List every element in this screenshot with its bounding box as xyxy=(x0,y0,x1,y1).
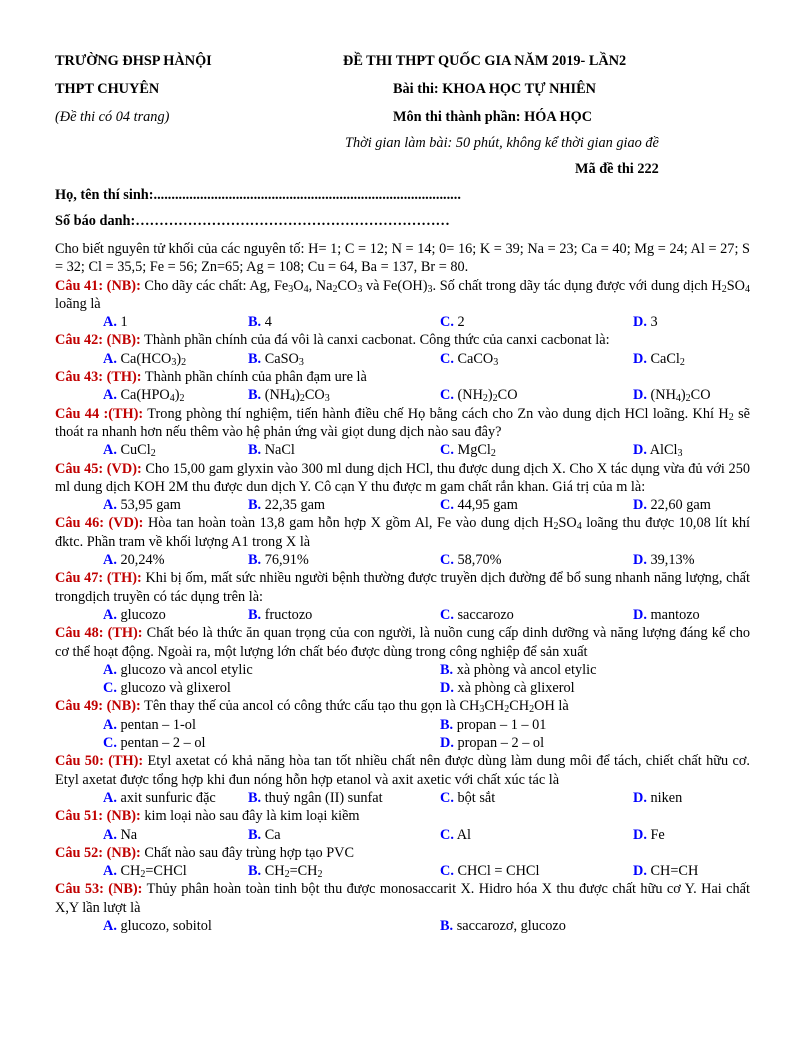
answer-option xyxy=(103,661,253,679)
question-item xyxy=(55,277,750,332)
option-text: 44,95 gam xyxy=(453,497,518,514)
answer-option xyxy=(103,350,186,368)
options-row xyxy=(55,917,750,935)
question-item xyxy=(55,405,750,460)
option-text: $CH_2=CHCl$ xyxy=(116,863,187,881)
option-text: 58,70% xyxy=(453,552,502,569)
question-number: Câu 53: (NB): xyxy=(55,881,143,898)
option-letter: C. xyxy=(440,826,454,843)
option-text: glucozo xyxy=(116,606,166,623)
question-item xyxy=(55,880,750,935)
component-line: Môn thi thành phần: HÓA HỌC xyxy=(393,109,593,125)
question-item xyxy=(55,807,750,844)
answer-option xyxy=(440,734,544,752)
option-letter: C. xyxy=(440,314,454,331)
option-letter: D. xyxy=(633,497,647,514)
options-row xyxy=(55,350,750,368)
pages-note: (Đề thi có 04 trang) xyxy=(55,109,170,125)
option-text: 76,91% xyxy=(261,552,309,569)
option-letter: B. xyxy=(248,552,262,569)
options-row xyxy=(55,826,750,844)
school-name: TRƯỜNG ĐHSP HÀNỘI xyxy=(55,53,212,69)
answer-option xyxy=(103,917,212,935)
question-stem xyxy=(55,331,750,349)
option-letter: A. xyxy=(103,350,117,367)
question-number: Câu 50: (TH): xyxy=(55,753,144,770)
question-stem xyxy=(55,844,750,862)
exam-title: ĐỀ THI THPT QUỐC GIA NĂM 2019- LẦN2 xyxy=(343,53,627,69)
option-letter: D. xyxy=(633,606,647,623)
answer-option xyxy=(248,826,281,844)
option-text: 3 xyxy=(646,314,658,331)
answer-option xyxy=(103,826,137,844)
option-letter: A. xyxy=(103,442,117,459)
option-letter: A. xyxy=(103,826,117,843)
option-text: $(NH_2)_2CO$ xyxy=(453,387,518,405)
question-text: Thủy phân hoàn toàn tinh bột thu được monosaccarit X. Hidro hóa X thu được chất hữu cơ Y. Hai chất X,Y lần lượt là xyxy=(55,881,750,916)
option-text: Ca xyxy=(261,826,281,843)
answer-option xyxy=(633,350,685,368)
option-text: 22,35 gam xyxy=(261,497,326,514)
question-text: Cho dãy các chất: Ag, $Fe_3O_4$, $Na_2CO_3$ và $Fe(OH)_3$. Số chất trong dãy tác dụng được với dung dịch $H_2SO_4$ loãng là xyxy=(55,277,750,312)
option-letter: A. xyxy=(103,661,117,678)
answer-option xyxy=(103,716,196,734)
question-text: Hòa tan hoàn toàn 13,8 gam hỗn hợp X gồm Al, Fe vào dung dịch $H_2SO_4$ loãng thu được 10,08 lít khí đktc. Phần tram về khối lượng A1 trong X là xyxy=(55,515,750,550)
option-text: Fe xyxy=(646,826,665,843)
answer-option xyxy=(248,441,295,459)
exam-code: Mã đề thi 222 xyxy=(575,161,659,177)
answer-option xyxy=(248,313,272,331)
option-letter: A. xyxy=(103,606,117,623)
options-row xyxy=(55,496,750,514)
answer-option xyxy=(440,606,514,624)
answer-option xyxy=(248,350,304,368)
options-row xyxy=(55,716,750,734)
option-text: CH=CH xyxy=(646,863,699,880)
options-row xyxy=(55,551,750,569)
question-number: Câu 48: (TH): xyxy=(55,625,143,642)
option-letter: A. xyxy=(103,789,117,806)
question-text: Etyl axetat có khả năng hòa tan tốt nhiều chất nên được dùng làm dung môi để tách, chiết chất hữu cơ. Etyl axetat được tổng hợp khi đun nóng hỗn hợp etanol và axit axetic với chất xúc tác là xyxy=(55,753,750,788)
option-letter: B. xyxy=(248,497,262,514)
option-text: propan – 2 – ol xyxy=(453,735,545,752)
question-item xyxy=(55,624,750,697)
option-text: bột sắt xyxy=(453,789,496,806)
option-text: Na xyxy=(116,826,138,843)
question-stem xyxy=(55,569,750,606)
option-text: $CH_2=CH_2$ xyxy=(261,863,323,881)
option-letter: B. xyxy=(248,387,262,404)
question-item xyxy=(55,368,750,405)
question-text: kim loại nào sau đây là kim loại kiềm xyxy=(140,808,360,825)
option-text: 53,95 gam xyxy=(116,497,181,514)
question-stem xyxy=(55,460,750,497)
subject-line: Bài thi: KHOA HỌC TỰ NHIÊN xyxy=(393,81,596,97)
options-row xyxy=(55,661,750,679)
question-list xyxy=(55,277,750,936)
question-text: Chất nào sau đây trùng hợp tạo PVC xyxy=(140,844,355,861)
answer-option xyxy=(103,679,231,697)
option-letter: D. xyxy=(633,863,647,880)
options-row xyxy=(55,734,750,752)
option-letter: A. xyxy=(103,716,117,733)
option-letter: A. xyxy=(103,314,117,331)
options-row xyxy=(55,679,750,697)
question-number: Câu 44 :(TH): xyxy=(55,405,144,422)
options-row xyxy=(55,789,750,807)
question-number: Câu 46: (VD): xyxy=(55,515,144,532)
option-text: mantozo xyxy=(646,606,700,623)
question-number: Câu 52: (NB): xyxy=(55,844,141,861)
question-stem xyxy=(55,807,750,825)
option-letter: D. xyxy=(633,387,647,404)
answer-option xyxy=(633,551,695,569)
student-id-field: Số báo danh:………………………………………………………… xyxy=(55,213,450,229)
question-stem xyxy=(55,277,750,314)
option-letter: B. xyxy=(440,661,454,678)
option-text: $Ca(HPO_4)_2$ xyxy=(116,387,185,405)
option-letter: D. xyxy=(633,789,647,806)
option-text: thuỷ ngân (II) sunfat xyxy=(261,789,383,806)
answer-option xyxy=(440,917,566,935)
answer-option xyxy=(633,789,682,807)
question-item xyxy=(55,514,750,569)
question-text: Tên thay thế của ancol có công thức cấu tạo thu gọn là $CH_3CH_2CH_2OH$ là xyxy=(140,698,569,716)
option-text: saccarozo xyxy=(453,606,514,623)
question-number: Câu 41: (NB): xyxy=(55,277,141,294)
question-stem xyxy=(55,514,750,551)
answer-option xyxy=(440,350,498,368)
answer-option xyxy=(440,386,518,404)
option-text: pentan – 2 – ol xyxy=(116,735,206,752)
question-text: Chất béo là thức ăn quan trọng của con người, là nuồn cung cấp dinh dưỡng và năng lượng đáng kể cho cơ thể hoạt động. Ngoài ra, một lượng lớn chất béo được dùng trong công nghiệp để sản xuất xyxy=(55,625,750,660)
option-letter: D. xyxy=(440,735,454,752)
question-number: Câu 43: (TH): xyxy=(55,369,142,386)
answer-option xyxy=(103,313,128,331)
question-text: Cho 15,00 gam glyxin vào 300 ml dung dịch HCl, thu được dung dịch X. Cho X tác dụng vừa đủ với 250 ml dung dịch KOH 2M thu được dun dịch Y. Cô cạn Y thu được m gam chất rắn khan. Giá trị của m là: xyxy=(55,460,750,495)
option-letter: A. xyxy=(103,387,117,404)
answer-option xyxy=(633,313,658,331)
question-stem xyxy=(55,624,750,661)
option-text: glucozo, sobitol xyxy=(116,917,212,934)
atomic-mass-note: Cho biết nguyên tử khối của các nguyên tố: H= 1; C = 12; N = 14; 0= 16; K = 39; Na = 23; Ca = 40; Mg = 24; Al = 27; S = 32; Cl = 35,5; Fe = 56; Zn=65; Ag = 108; Cu = 64, Ba = 137, Br = 80. xyxy=(55,241,750,276)
option-letter: B. xyxy=(248,350,262,367)
option-text: CaCO$_3$ xyxy=(453,350,499,368)
student-info xyxy=(55,182,750,234)
option-letter: B. xyxy=(440,716,454,733)
option-letter: B. xyxy=(248,789,262,806)
answer-option xyxy=(440,826,471,844)
school-subname: THPT CHUYÊN xyxy=(55,81,160,97)
answer-option xyxy=(633,862,698,880)
question-text: Khi bị ốm, mất sức nhiều người bệnh thường được truyền dịch đường để bổ sung nhanh năng lượng, chất trongdịch truyền có tác dụng trên là: xyxy=(55,570,750,605)
question-item xyxy=(55,844,750,881)
option-text: 22,60 gam xyxy=(646,497,711,514)
option-text: propan – 1 – 01 xyxy=(453,716,547,733)
option-text: Al xyxy=(453,826,471,843)
option-text: CHCl = CHCl xyxy=(453,863,540,880)
answer-option xyxy=(103,551,165,569)
option-text: CaCl$_2$ xyxy=(646,350,685,368)
option-letter: D. xyxy=(633,350,647,367)
question-number: Câu 51: (NB): xyxy=(55,808,141,825)
question-stem xyxy=(55,752,750,789)
exam-page xyxy=(55,52,750,935)
option-text: AlCl$_3$ xyxy=(646,442,683,460)
answer-option xyxy=(248,862,323,880)
exam-header xyxy=(55,52,750,177)
question-stem xyxy=(55,697,750,715)
option-letter: C. xyxy=(440,497,454,514)
option-text: xà phòng và ancol etylic xyxy=(453,661,597,678)
option-letter: D. xyxy=(633,442,647,459)
option-letter: B. xyxy=(248,314,262,331)
student-name-field: Họ, tên thí sinh:...................................................................................... xyxy=(55,187,461,203)
option-letter: C. xyxy=(440,350,454,367)
option-text: MgCl$_2$ xyxy=(453,442,496,460)
question-item xyxy=(55,331,750,368)
answer-option xyxy=(440,551,502,569)
answer-option xyxy=(440,679,575,697)
option-letter: C. xyxy=(440,387,454,404)
option-letter: A. xyxy=(103,863,117,880)
time-line: Thời gian làm bài: 50 phút, không kể thời gian giao đề xyxy=(345,135,659,151)
answer-option xyxy=(103,441,156,459)
answer-option xyxy=(633,441,683,459)
answer-option xyxy=(248,386,330,404)
option-text: $Ca(HCO_3)_2$ xyxy=(116,350,187,368)
option-letter: B. xyxy=(248,826,262,843)
question-item xyxy=(55,460,750,515)
answer-option xyxy=(633,386,711,404)
option-text: glucozo và glixerol xyxy=(116,680,231,697)
question-number: Câu 42: (NB): xyxy=(55,332,141,349)
options-row xyxy=(55,606,750,624)
answer-option xyxy=(440,313,465,331)
question-item xyxy=(55,569,750,624)
answer-option xyxy=(103,789,216,807)
option-letter: B. xyxy=(248,863,262,880)
answer-option xyxy=(248,551,309,569)
option-letter: A. xyxy=(103,497,117,514)
answer-option xyxy=(103,734,205,752)
question-text: Trong phòng thí nghiệm, tiến hành điều chế Họ bằng cách cho Zn vào dung dịch HCl loãng. Khí $H_2$ sẽ thoát ra nhanh hơn nếu thêm vào hệ phản ứng vài giọt dung dịch nào sau đây? xyxy=(55,405,751,440)
option-letter: B. xyxy=(248,442,262,459)
option-letter: C. xyxy=(440,863,454,880)
question-text: Thành phần chính của đá vôi là canxi cacbonat. Công thức của canxi cacbonat là: xyxy=(140,332,610,349)
option-text: CuCl$_2$ xyxy=(116,442,156,460)
question-item xyxy=(55,697,750,752)
option-letter: D. xyxy=(440,680,454,697)
option-letter: C. xyxy=(440,789,454,806)
option-text: saccarozơ, glucozo xyxy=(453,917,566,934)
option-text: pentan – 1-ol xyxy=(116,716,196,733)
option-text: $(NH_4)_2CO$ xyxy=(646,387,711,405)
option-text: 20,24% xyxy=(116,552,165,569)
question-text: Thành phần chính của phân đạm ure là xyxy=(141,369,367,386)
option-letter: B. xyxy=(248,606,262,623)
answer-option xyxy=(103,862,187,880)
answer-option xyxy=(440,789,495,807)
option-text: niken xyxy=(646,789,683,806)
answer-option xyxy=(633,496,711,514)
option-letter: D. xyxy=(633,826,647,843)
option-text: CaSO$_3$ xyxy=(261,350,304,368)
options-row xyxy=(55,862,750,880)
option-letter: D. xyxy=(633,314,647,331)
question-item xyxy=(55,752,750,807)
option-letter: C. xyxy=(103,735,117,752)
answer-option xyxy=(440,716,546,734)
option-letter: D. xyxy=(633,552,647,569)
option-text: 39,13% xyxy=(646,552,695,569)
question-number: Câu 49: (NB): xyxy=(55,698,141,715)
answer-option xyxy=(633,826,665,844)
option-letter: A. xyxy=(103,917,117,934)
option-letter: C. xyxy=(440,552,454,569)
option-letter: A. xyxy=(103,552,117,569)
option-text: xà phòng cà glixerol xyxy=(453,680,575,697)
answer-option xyxy=(103,606,166,624)
option-text: 1 xyxy=(116,314,128,331)
option-text: $(NH_4)_2CO_3$ xyxy=(261,387,330,405)
question-stem xyxy=(55,405,750,442)
answer-option xyxy=(440,441,496,459)
answer-option xyxy=(440,496,518,514)
option-text: 4 xyxy=(261,314,272,331)
answer-option xyxy=(103,386,185,404)
answer-option xyxy=(248,606,312,624)
option-text: NaCl xyxy=(261,442,295,459)
option-letter: B. xyxy=(440,917,454,934)
answer-option xyxy=(248,496,325,514)
question-stem xyxy=(55,880,750,917)
option-text: axit sunfuric đặc xyxy=(116,789,216,806)
option-text: 2 xyxy=(453,314,465,331)
answer-option xyxy=(440,862,539,880)
option-letter: C. xyxy=(103,680,117,697)
option-text: fructozo xyxy=(261,606,313,623)
question-number: Câu 47: (TH): xyxy=(55,570,142,587)
options-row xyxy=(55,441,750,459)
answer-option xyxy=(248,789,383,807)
answer-option xyxy=(633,606,700,624)
option-letter: C. xyxy=(440,442,454,459)
answer-option xyxy=(440,661,596,679)
option-text: glucozo và ancol etylic xyxy=(116,661,253,678)
question-number: Câu 45: (VD): xyxy=(55,460,142,477)
options-row xyxy=(55,386,750,404)
question-stem xyxy=(55,368,750,386)
option-letter: C. xyxy=(440,606,454,623)
options-row xyxy=(55,313,750,331)
answer-option xyxy=(103,496,181,514)
